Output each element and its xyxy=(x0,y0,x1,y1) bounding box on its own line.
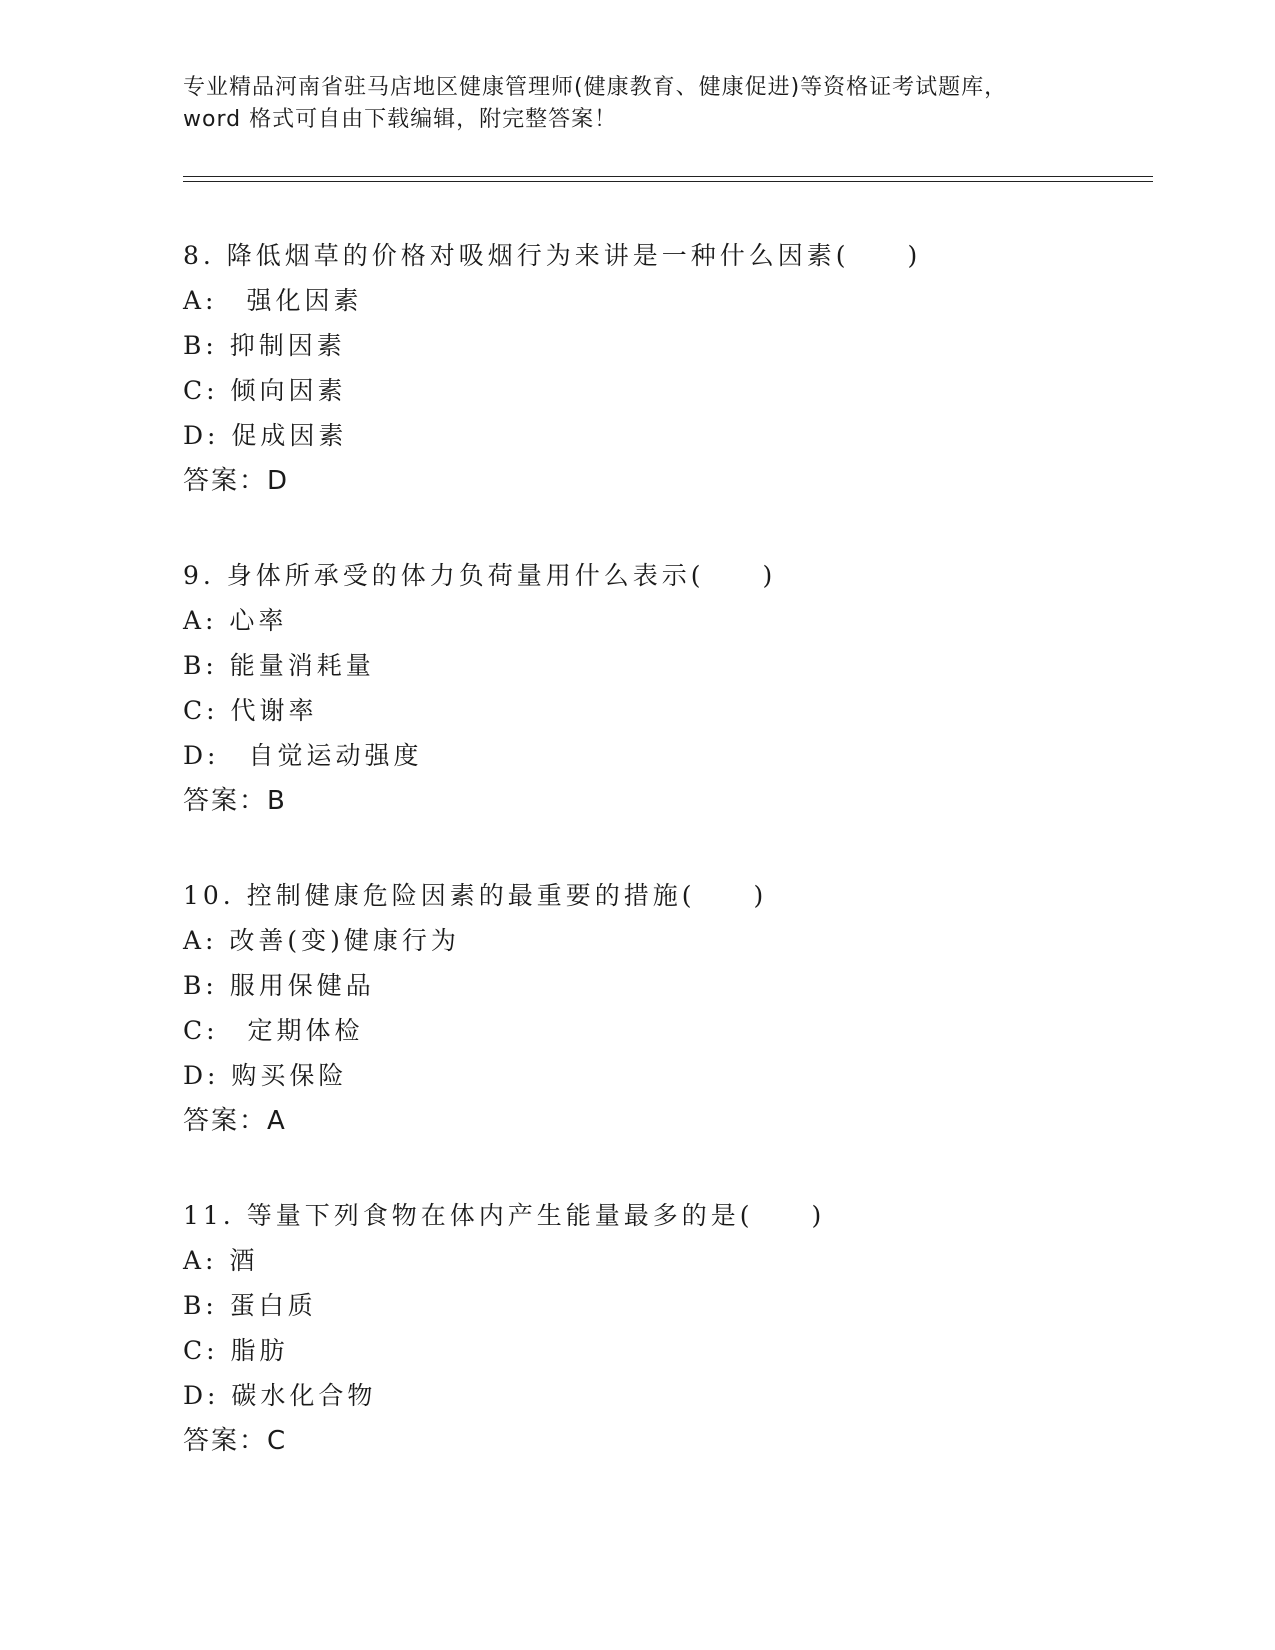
option-a: A: 强化因素 xyxy=(183,286,363,315)
header-divider-bottom xyxy=(183,181,1153,182)
option-c: C: 代谢率 xyxy=(183,696,318,725)
option-b: B: 服用保健品 xyxy=(183,971,375,1000)
option-c: C: 定期体检 xyxy=(183,1016,364,1045)
answer: 答案：D xyxy=(183,466,290,496)
option-b: B: 蛋白质 xyxy=(183,1291,317,1320)
option-a: A: 改善(变)健康行为 xyxy=(183,926,460,955)
question-9 xyxy=(183,560,1133,830)
answer: 答案：B xyxy=(183,786,287,816)
question-title: 11. 等量下列食物在体内产生能量最多的是( ) xyxy=(183,1201,826,1230)
question-8 xyxy=(183,240,1133,510)
question-title: 9. 身体所承受的体力负荷量用什么表示( ) xyxy=(183,561,777,590)
answer: 答案：A xyxy=(183,1106,287,1136)
option-c: C: 倾向因素 xyxy=(183,376,347,405)
option-d: D: 自觉运动强度 xyxy=(183,741,423,770)
option-d: D: 购买保险 xyxy=(183,1061,348,1090)
question-11 xyxy=(183,1200,1133,1470)
header-line-2: word 格式可自由下载编辑，附完整答案！ xyxy=(183,107,618,132)
document-header xyxy=(183,72,1083,136)
question-title: 8. 降低烟草的价格对吸烟行为来讲是一种什么因素( ) xyxy=(183,241,922,270)
question-10 xyxy=(183,880,1133,1150)
question-title: 10. 控制健康危险因素的最重要的措施( ) xyxy=(183,881,768,910)
option-d: D: 促成因素 xyxy=(183,421,348,450)
option-a: A: 酒 xyxy=(183,1246,259,1275)
option-b: B: 抑制因素 xyxy=(183,331,346,360)
option-b: B: 能量消耗量 xyxy=(183,651,375,680)
answer: 答案：C xyxy=(183,1426,288,1456)
option-c: C: 脂肪 xyxy=(183,1336,289,1365)
option-d: D: 碳水化合物 xyxy=(183,1381,377,1410)
header-divider-top xyxy=(183,176,1153,177)
header-line-1: 专业精品河南省驻马店地区健康管理师(健康教育、健康促进)等资格证考试题库， xyxy=(183,75,1008,100)
option-a: A: 心率 xyxy=(183,606,288,635)
